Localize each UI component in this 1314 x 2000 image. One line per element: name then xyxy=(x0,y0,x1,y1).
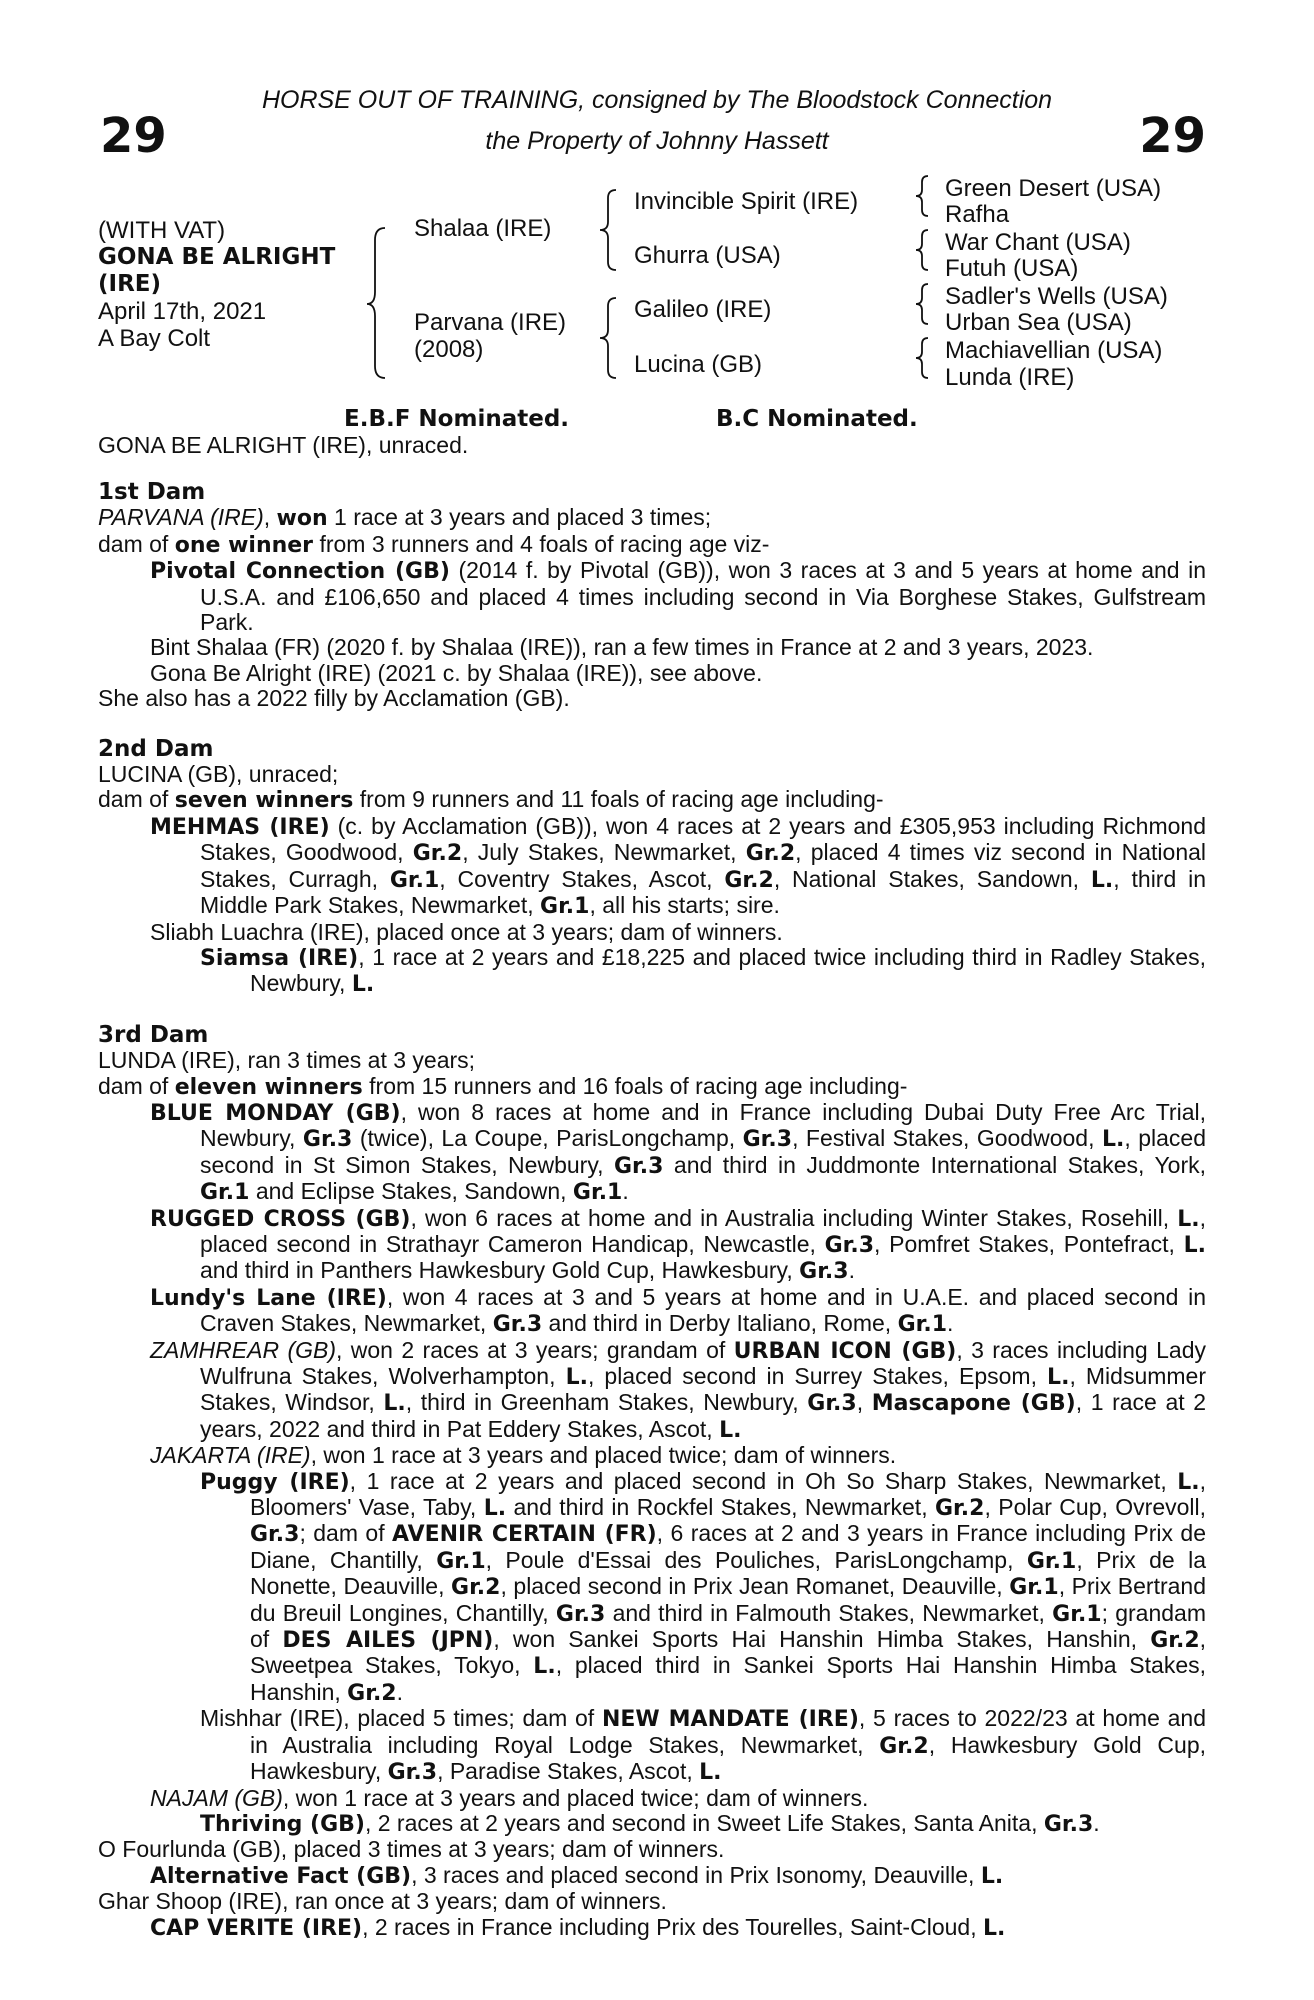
first-dam-line: PARVANA (IRE), won 1 race at 3 years and placed 3 times; xyxy=(98,504,712,532)
produce-blue-monday: BLUE MONDAY (GB), won 8 races at home and in France including Dubai Duty Free Arc Trial, Newbury, Gr.3 (twice), La Coupe, ParisLongchamp, Gr.3, Festival Stakes, Goodwood, L., placed second in St Simon Stakes, Newbury, Gr.3 and third in Juddmonte International Stakes, York, Gr.1 and Eclipse Stakes, Sandown, Gr.1. xyxy=(150,1098,1207,1206)
third-dam-line: LUNDA (IRE), ran 3 times at 3 years; xyxy=(98,1047,476,1074)
produce-jakarta: JAKARTA (IRE), won 1 race at 3 years and placed twice; dam of winners. xyxy=(150,1442,897,1469)
produce-lundys-lane: Lundy's Lane (IRE), won 4 races at 3 and 5 years at home and in U.A.E. and placed second in Craven Stakes, Newmarket, Gr.3 and third in Derby Italiano, Rome, Gr.1. xyxy=(150,1283,1206,1338)
lot-number-left: 29 xyxy=(100,108,167,164)
gen3-ssd: Rafha xyxy=(945,201,1010,228)
produce-thriving: Thriving (GB), 2 races at 2 years and second in Sweet Life Stakes, Santa Anita, Gr.3. xyxy=(200,1809,1100,1837)
gen3-sds: War Chant (USA) xyxy=(945,229,1131,256)
produce-siamsa: Siamsa (IRE), 1 race at 2 years and £18,225 and placed twice including third in Radley Stakes, Newbury, L. xyxy=(200,943,1206,998)
first-dam-heading: 1st Dam xyxy=(98,479,206,505)
catalogue-body xyxy=(98,480,1206,1941)
third-dam-produce-line: dam of eleven winners from 15 runners and 16 foals of racing age including- xyxy=(98,1072,908,1100)
first-dam-produce-line: dam of one winner from 3 runners and 4 foals of racing age viz- xyxy=(98,530,770,558)
produce-cap-verite: CAP VERITE (IRE), 2 races in France including Prix des Tourelles, Saint-Cloud, L. xyxy=(150,1913,1006,1941)
horse-suffix: (IRE) xyxy=(98,271,162,297)
bc-nomination: B.C Nominated. xyxy=(716,406,918,432)
produce-ghar-shoop: Ghar Shoop (IRE), ran once at 3 years; dam of winners. xyxy=(98,1888,667,1915)
consignment-line: HORSE OUT OF TRAINING, consigned by The Bloodstock Connection xyxy=(261,86,1053,114)
gen3-dsd: Urban Sea (USA) xyxy=(945,309,1132,336)
produce-rugged-cross: RUGGED CROSS (GB), won 6 races at home and in Australia including Winter Stakes, Rosehill, L., placed second in Strathayr Cameron Handicap, Newcastle, Gr.3, Pomfret Stakes, Pontefract, L. and third in Panthers Hawkesbury Gold Cup, Hawkesbury, Gr.3. xyxy=(150,1204,1207,1285)
sire-dam: Ghurra (USA) xyxy=(634,242,781,269)
produce-note: She also has a 2022 filly by Acclamation (GB). xyxy=(98,685,570,712)
horse-name: GONA BE ALRIGHT xyxy=(98,244,336,270)
gen3-sss: Green Desert (USA) xyxy=(945,175,1162,202)
gen3-sdd: Futuh (USA) xyxy=(945,255,1079,282)
property-line: the Property of Johnny Hassett xyxy=(485,127,829,155)
gen3-dss: Sadler's Wells (USA) xyxy=(945,283,1168,310)
second-dam-heading: 2nd Dam xyxy=(98,735,214,762)
vat-note: (WITH VAT) xyxy=(98,217,226,244)
produce-bint-shalaa: Bint Shalaa (FR) (2020 f. by Shalaa (IRE)), ran a few times in France at 2 and 3 years, 2023. xyxy=(150,634,1094,661)
produce-mishhar: Mishhar (IRE), placed 5 times; dam of NEW MANDATE (IRE), 5 races to 2022/23 at home and in Australia including Royal Lodge Stakes, Newmarket, Gr.2, Hawkesbury Gold Cup, Hawkesbury, Gr.3, Paradise Stakes, Ascot, L. xyxy=(200,1705,1207,1786)
dam-dam: Lucina (GB) xyxy=(634,351,763,378)
produce-zamhrear: ZAMHREAR (GB), won 2 races at 3 years; grandam of URBAN ICON (GB), 3 races including Lady Wulfruna Stakes, Wolverhampton, L., placed second in Surrey Stakes, Epsom, L., Midsummer Stakes, Windsor, L., third in Greenham Stakes, Newbury, Gr.3, Mascapone (GB), 1 race at 2 years, 2022 and third in Pat Eddery Stakes, Ascot, L. xyxy=(150,1336,1207,1443)
dam-year: (2008) xyxy=(414,336,484,363)
dam: Parvana (IRE) xyxy=(414,309,567,336)
gen3-dds: Machiavellian (USA) xyxy=(945,337,1163,364)
foaling-date: April 17th, 2021 xyxy=(98,298,267,325)
second-dam-produce-line: dam of seven winners from 9 runners and 11 foals of racing age including- xyxy=(98,786,884,814)
produce-najam: NAJAM (GB), won 1 race at 3 years and placed twice; dam of winners. xyxy=(150,1784,869,1811)
produce-o-fourlunda: O Fourlunda (GB), placed 3 times at 3 years; dam of winners. xyxy=(98,1836,725,1863)
horse-description: A Bay Colt xyxy=(98,325,211,352)
produce-sliabh-luachra: Sliabh Luachra (IRE), placed once at 3 years; dam of winners. xyxy=(150,918,783,945)
produce-gona-be-alright: Gona Be Alright (IRE) (2021 c. by Shalaa (IRE)), see above. xyxy=(150,659,763,686)
gen3-ddd: Lunda (IRE) xyxy=(945,364,1075,391)
dam-sire: Galileo (IRE) xyxy=(634,296,772,323)
produce-pivotal-connection: Pivotal Connection (GB) (2014 f. by Pivotal (GB)), won 3 races at 3 and 5 years at home and in U.S.A. and £106,650 and placed 4 times including second in Via Borghese Stakes, Gulfstream Park. xyxy=(150,557,1206,636)
produce-mehmas: MEHMAS (IRE) (c. by Acclamation (GB)), won 4 races at 2 years and £305,953 including Richmond Stakes, Goodwood, Gr.2, July Stakes, Newmarket, Gr.2, placed 4 times viz second in National Stakes, Curragh, Gr.1, Coventry Stakes, Ascot, Gr.2, National Stakes, Sandown, L., third in Middle Park Stakes, Newmarket, Gr.1, all his starts; sire. xyxy=(150,812,1207,920)
lot-number-right: 29 xyxy=(1139,108,1206,164)
sire-sire: Invincible Spirit (IRE) xyxy=(634,188,859,215)
produce-puggy: Puggy (IRE), 1 race at 2 years and placed second in Oh So Sharp Stakes, Newmarket, L., Bloomers' Vase, Taby, L. and third in Rockfel Stakes, Newmarket, Gr.2, Polar Cup, Ovrevoll, Gr.3; dam of AVENIR CERTAIN (FR), 6 races at 2 and 3 years in France including Prix de Diane, Chantilly, Gr.1, Poule d'Essai des Pouliches, ParisLongchamp, Gr.1, Prix de la Nonette, Deauville, Gr.2, placed second in Prix Jean Romanet, Deauville, Gr.1, Prix Bertrand du Breuil Longines, Chantilly, Gr.3 and third in Falmouth Stakes, Newmarket, Gr.1; grandam of DES AILES (JPN), won Sankei Sports Hai Hanshin Himba Stakes, Hanshin, Gr.2, Sweetpea Stakes, Tokyo, L., placed third in Sankei Sports Hai Hanshin Himba Stakes, Hanshin, Gr.2. xyxy=(200,1467,1207,1706)
second-dam-line: LUCINA (GB), unraced; xyxy=(98,761,339,788)
ebf-nomination: E.B.F Nominated. xyxy=(344,406,570,432)
third-dam-heading: 3rd Dam xyxy=(98,1021,209,1048)
sire: Shalaa (IRE) xyxy=(414,215,552,242)
race-record: GONA BE ALRIGHT (IRE), unraced. xyxy=(98,432,469,458)
produce-alternative-fact: Alternative Fact (GB), 3 races and placed second in Prix Isonomy, Deauville, L. xyxy=(150,1861,1004,1889)
